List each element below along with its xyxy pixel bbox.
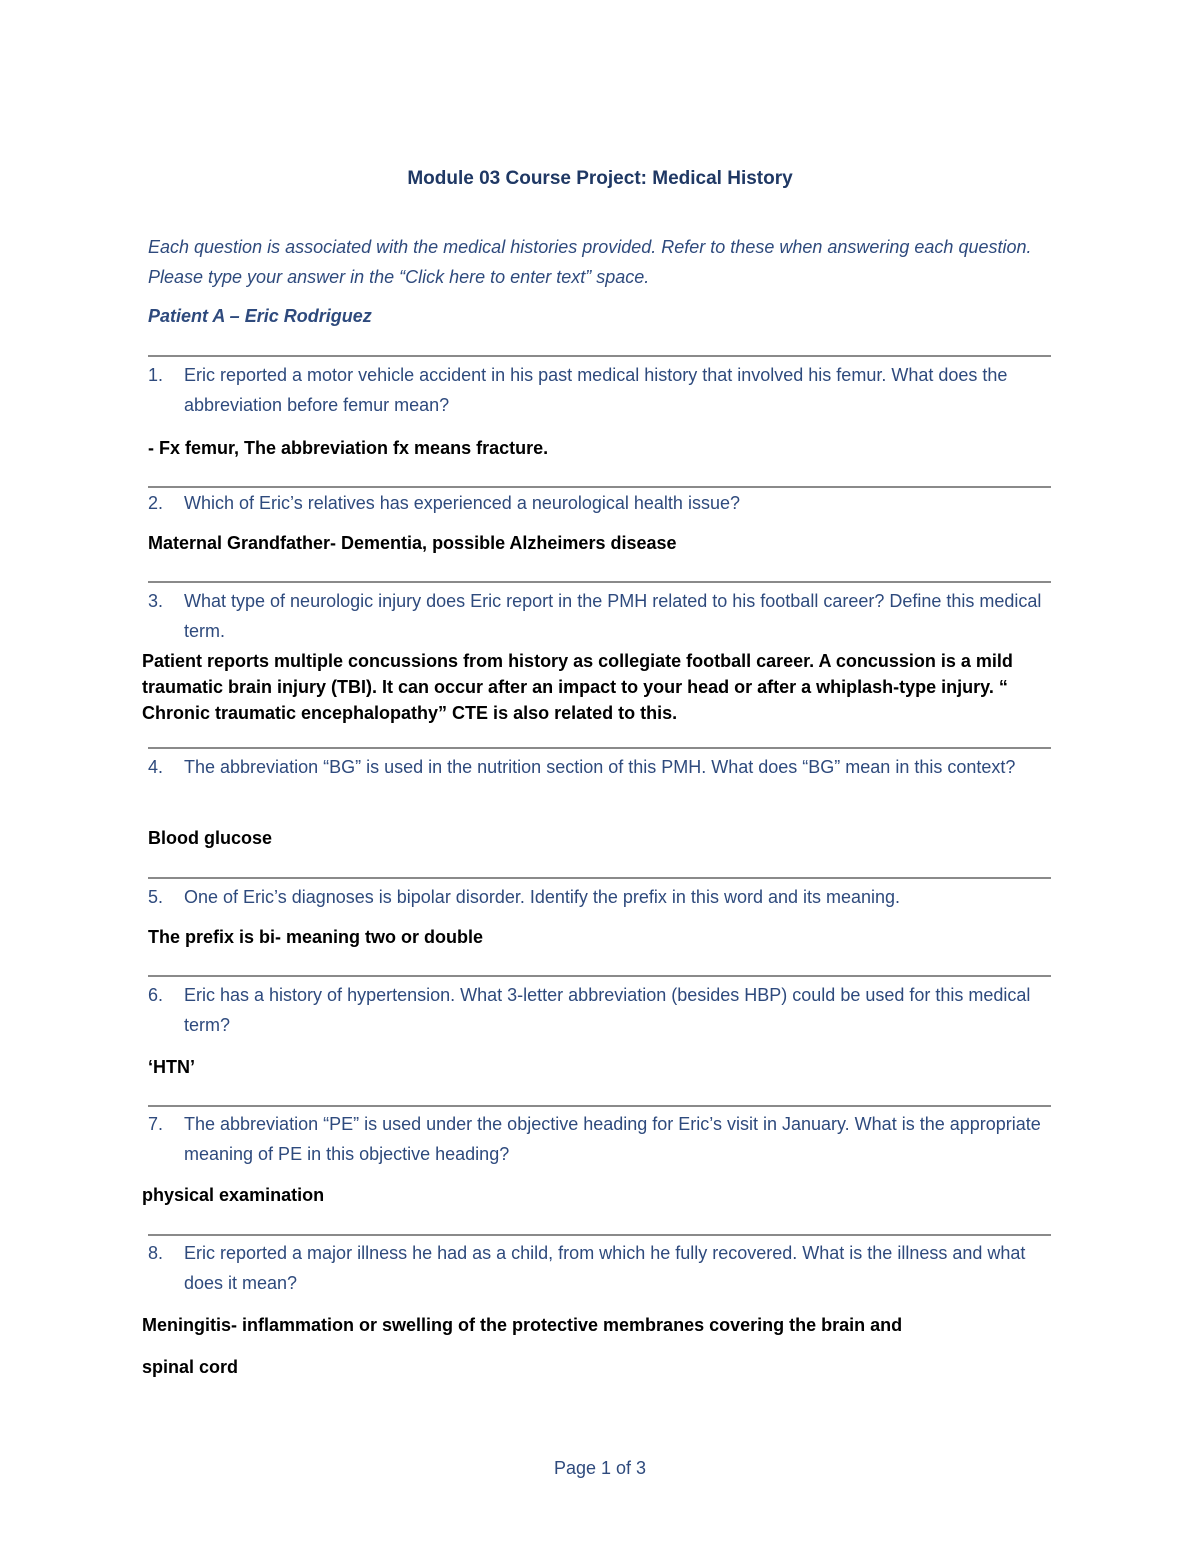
question-number: 1. — [148, 365, 164, 385]
question-text: The abbreviation “PE” is used under the objective heading for Eric’s visit in January. What is the appropriate meaning of PE in this objective heading? — [184, 1114, 1041, 1164]
section-divider — [148, 975, 1051, 977]
question-text: One of Eric’s diagnoses is bipolar disorder. Identify the prefix in this word and its meaning. — [184, 887, 901, 907]
answer-2[interactable]: Maternal Grandfather- Dementia, possible Alzheimers disease — [148, 533, 677, 553]
answer-7[interactable]: physical examination — [142, 1185, 325, 1205]
section-divider — [148, 1105, 1051, 1107]
section-divider — [148, 581, 1051, 583]
answer-5[interactable]: The prefix is bi- meaning two or double — [148, 927, 484, 947]
question-number: 8. — [148, 1243, 164, 1263]
question-number: 3. — [148, 591, 164, 611]
answer-1[interactable]: - Fx femur, The abbreviation fx means fracture. — [148, 438, 549, 458]
answer-4[interactable]: Blood glucose — [148, 828, 273, 848]
section-divider — [148, 877, 1051, 879]
question-3 — [148, 586, 1048, 646]
question-2 — [148, 488, 1048, 518]
answer-3[interactable]: Patient reports multiple concussions from history as collegiate football career. A concussion is a mild traumatic brain injury (TBI). It can occur after an impact to your head or after a whiplash-type injury. “ Chronic traumatic encephalopathy” CTE is also related to this. — [142, 651, 1013, 723]
question-text: The abbreviation “BG” is used in the nutrition section of this PMH. What does “BG” mean in this context? — [184, 757, 1016, 777]
question-4 — [148, 752, 1048, 782]
question-number: 2. — [148, 493, 164, 513]
question-7 — [148, 1109, 1048, 1169]
question-text: Eric reported a major illness he had as a child, from which he fully recovered. What is the illness and what does it mean? — [184, 1243, 1026, 1293]
answer-8-line-2[interactable]: spinal cord — [142, 1357, 239, 1377]
question-number: 6. — [148, 985, 164, 1005]
question-5 — [148, 882, 1048, 912]
question-text: What type of neurologic injury does Eric report in the PMH related to his football career? Define this medical term. — [184, 591, 1042, 641]
instructions-text: Each question is associated with the medical histories provided. Refer to these when answering each question. Please type your answer in the “Click here to enter text” space. — [148, 237, 1032, 287]
section-divider — [148, 747, 1051, 749]
section-divider — [148, 1234, 1051, 1236]
answer-6[interactable]: ‘HTN’ — [148, 1057, 195, 1077]
question-text: Eric reported a motor vehicle accident in his past medical history that involved his femur. What does the abbreviation before femur mean? — [184, 365, 1008, 415]
document-title: Module 03 Course Project: Medical History — [407, 168, 793, 189]
question-number: 5. — [148, 887, 164, 907]
question-text: Which of Eric’s relatives has experienced a neurological health issue? — [184, 493, 740, 513]
question-number: 4. — [148, 757, 164, 777]
patient-heading: Patient A – Eric Rodriguez — [148, 306, 372, 326]
page-number: Page 1 of 3 — [553, 1458, 647, 1478]
question-1 — [148, 360, 1048, 420]
question-text: Eric has a history of hypertension. What 3-letter abbreviation (besides HBP) could be used for this medical term? — [184, 985, 1031, 1035]
section-divider — [148, 355, 1051, 357]
answer-8-line-1[interactable]: Meningitis- inflammation or swelling of the protective membranes covering the brain and — [142, 1315, 903, 1335]
question-6 — [148, 980, 1048, 1040]
question-8 — [148, 1238, 1048, 1298]
question-number: 7. — [148, 1114, 164, 1134]
